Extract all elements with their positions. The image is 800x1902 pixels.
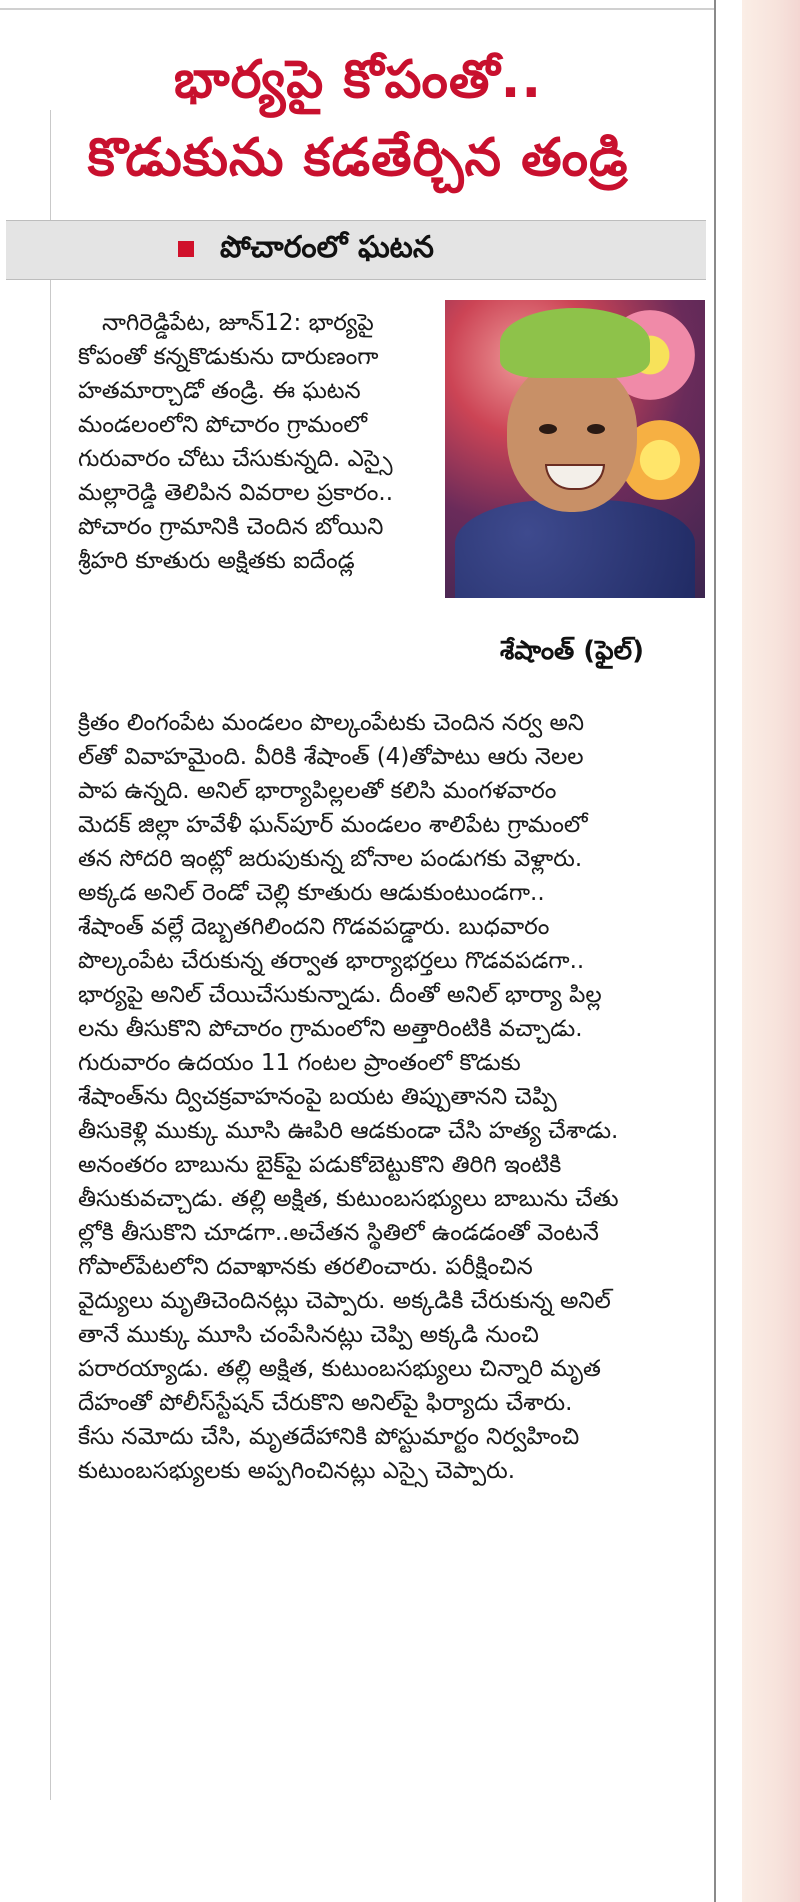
body-line: పరారయ్యాడు. తల్లి అక్షిత, కుటుంబసభ్యులు చిన్నారి మృత — [78, 1356, 601, 1382]
body-line: కేసు నమోదు చేసి, మృతదేహానికి పోస్టుమార్టం నిర్వహించి — [78, 1424, 580, 1450]
photo-caption: శేషాంత్ (ఫైల్) — [500, 636, 644, 666]
body-line: అనంతరం బాబును బైక్‌పై పడుకోబెట్టుకొని తిరిగి ఇంటికి — [78, 1152, 562, 1178]
body-line: పొల్కంపేట చేరుకున్న తర్వాత భార్యాభర్తలు గొడవపడగా.. — [78, 948, 585, 974]
body-line: గోపాల్‌పేటలోని దవాఖానకు తరలించారు. పరీక్షించిన — [78, 1254, 533, 1280]
body-line: తన సోదరి ఇంట్లో జరుపుకున్న బోనాల పండుగకు వెళ్లారు. — [78, 846, 583, 872]
body-line: వైద్యులు మృతిచెందినట్లు చెప్పారు. అక్కడికి చేరుకున్న అనిల్ — [78, 1288, 611, 1314]
body-line: తానే ముక్కు మూసి చంపేసినట్లు చెప్పి అక్కడి నుంచి — [78, 1322, 539, 1348]
body-line: అక్కడ అనిల్ రెండో చెల్లి కూతురు ఆడుకుంటుండగా.. — [78, 880, 545, 906]
body-line: క్రితం లింగంపేట మండలం పొల్కంపేటకు చెందిన నర్వ అని — [78, 710, 585, 736]
body-line: ల్లోకి తీసుకొని చూడగా..అచేతన స్థితిలో ఉండడంతో వెంటనే — [78, 1220, 599, 1246]
headline-line-1: భార్యపై కోపంతో.. — [173, 50, 543, 110]
square-bullet-icon — [178, 241, 194, 257]
body-line: శ్రీహరి కూతురు అక్షితకు ఐదేండ్ల — [78, 548, 355, 574]
body-line: మండలంలోని పోచారం గ్రామంలో — [78, 412, 368, 438]
body-line: తీసుకెళ్లి ముక్కు మూసి ఊపిరి ఆడకుండా చేసి హత్య చేశాడు. — [78, 1118, 619, 1144]
body-line: శేషాంత్ వల్లే దెబ్బతగిలిందని గొడవపడ్డారు. బుధవారం — [78, 914, 550, 940]
body-full-text — [78, 706, 698, 1488]
body-line: గురువారం ఉదయం 11 గంటల ప్రాంతంలో కొడుకు — [78, 1050, 521, 1076]
body-line: కోపంతో కన్నకొడుకును దారుణంగా — [78, 344, 379, 370]
body-line: దేహంతో పోలీస్‌స్టేషన్ చేరుకొని అనిల్‌పై ఫిర్యాదు చేశారు. — [78, 1390, 573, 1416]
headline-line-2: కొడుకును కడతేర్చిన తండ్రి — [87, 128, 629, 188]
body-line: ల్‌తో వివాహమైంది. వీరికి శేషాంత్ (4)తోపాటు ఆరు నెలల — [78, 744, 584, 770]
body-line: కుటుంబసభ్యులకు అప్పగించినట్లు ఎస్సై చెప్పారు. — [78, 1458, 516, 1484]
subhead-bar — [6, 220, 706, 280]
body-line: శేషాంత్‌ను ద్విచక్రవాహనంపై బయట తిప్పుతానని చెప్పి — [78, 1084, 557, 1110]
body-line: పాప ఉన్నది. అనిల్ భార్యాపిల్లలతో కలిసి మంగళవారం — [78, 778, 557, 804]
subhead-text: పోచారంలో ఘటన — [220, 230, 434, 265]
body-line: లను తీసుకొని పోచారం గ్రామంలోని అత్తారింటికి వచ్చాడు. — [78, 1016, 583, 1042]
body-line: గురువారం చోటు చేసుకున్నది. ఎస్సై — [78, 446, 393, 472]
body-wrapped-text — [78, 306, 698, 578]
body-line: తీసుకువచ్చాడు. తల్లి అక్షిత, కుటుంబసభ్యులు బాబును చేతు — [78, 1186, 619, 1212]
body-line: భార్యపై అనిల్ చేయిచేసుకున్నాడు. దీంతో అనిల్ భార్యా పిల్ల — [78, 982, 602, 1008]
body-line: పోచారం గ్రామానికి చెందిన బోయిని — [78, 514, 384, 540]
body-line: మెదక్ జిల్లా హవేళీ ఘన్‌పూర్ మండలం శాలిపేట గ్రామంలో — [78, 812, 588, 838]
body-line: మల్లారెడ్డి తెలిపిన వివరాల ప్రకారం.. — [78, 480, 394, 506]
body-line: హతమార్చాడో తండ్రి. ఈ ఘటన — [78, 378, 361, 404]
page-margin-strip — [742, 0, 800, 1902]
body-line: నాగిరెడ్డిపేట, జూన్12: భార్యపై — [102, 310, 374, 336]
